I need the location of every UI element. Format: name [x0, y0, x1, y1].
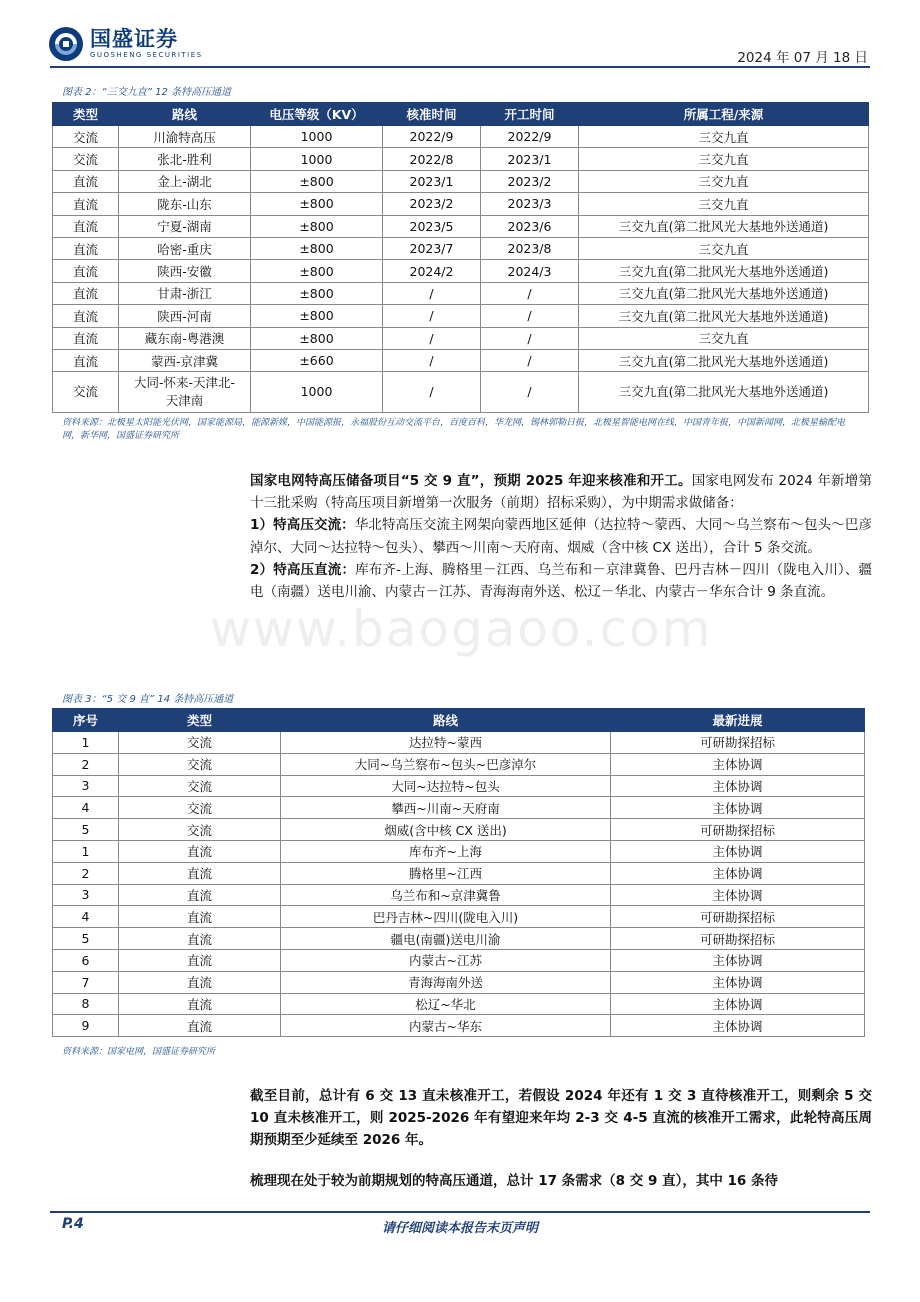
para1-item2-label: 2）特高压直流： — [250, 561, 356, 578]
table2-header-0: 类型 — [53, 103, 119, 126]
table2-cell: 直流 — [53, 170, 119, 192]
table3-cell: 直流 — [119, 840, 281, 862]
report-date: 2024 年 07 月 18 日 — [737, 50, 868, 66]
table3-cell: 直流 — [119, 928, 281, 950]
table-row — [53, 884, 865, 906]
table3-cell: 主体协调 — [611, 993, 865, 1015]
table3-cell: 交流 — [119, 753, 281, 775]
table2-cell: 2023/1 — [383, 170, 481, 192]
table3-cell: 主体协调 — [611, 884, 865, 906]
footer-disclaimer: 请仔细阅读本报告末页声明 — [381, 1221, 538, 1236]
table2-cell: ±800 — [251, 305, 383, 327]
table3-cell: 主体协调 — [611, 971, 865, 993]
table2-cell: 陇东-山东 — [119, 193, 251, 215]
table-row — [53, 327, 869, 349]
table2-cell: 2024/2 — [383, 260, 481, 282]
table3-cell: 4 — [53, 797, 119, 819]
table2-cell: ±800 — [251, 170, 383, 192]
table2-cell: 2022/9 — [481, 126, 579, 148]
table2-cell: / — [383, 305, 481, 327]
table3-cell: 交流 — [119, 819, 281, 841]
table3-cell: 大同~乌兰察布~包头~巴彦淖尔 — [281, 753, 611, 775]
table2-cell: 2023/2 — [481, 170, 579, 192]
table2-cell: 直流 — [53, 305, 119, 327]
table-row — [53, 753, 865, 775]
table2-cell: ±800 — [251, 215, 383, 237]
table2-cell: 宁夏-湖南 — [119, 215, 251, 237]
table-row — [53, 349, 869, 371]
table2-cell: 2023/5 — [383, 215, 481, 237]
table2-cell: 2023/6 — [481, 215, 579, 237]
table3-cell: 腾格里~江西 — [281, 862, 611, 884]
table2 — [52, 102, 869, 413]
table2-cell: 2022/8 — [383, 148, 481, 170]
table2-cell: 金上-湖北 — [119, 170, 251, 192]
table3-cell: 直流 — [119, 949, 281, 971]
table2-cell: / — [481, 282, 579, 304]
table3-cell: 7 — [53, 971, 119, 993]
table2-cell: ±800 — [251, 260, 383, 282]
table3-cell: 直流 — [119, 906, 281, 928]
table3-cell: 可研勘探招标 — [611, 928, 865, 950]
watermark: www.baogaoo.com — [210, 600, 713, 658]
table-row — [53, 949, 865, 971]
table2-cell: 交流 — [53, 372, 119, 413]
table2-cell: 三交九直 — [579, 193, 869, 215]
table2-cell: 陕西-河南 — [119, 305, 251, 327]
table2-cell: / — [481, 305, 579, 327]
table3-cell: 6 — [53, 949, 119, 971]
table2-header-2: 电压等级（KV） — [251, 103, 383, 126]
table2-cell: 三交九直(第二批风光大基地外送通道) — [579, 215, 869, 237]
table-row — [53, 193, 869, 215]
table2-cell: 三交九直 — [579, 148, 869, 170]
table3-cell: 可研勘探招标 — [611, 906, 865, 928]
table-row — [53, 819, 865, 841]
table3-header-0: 序号 — [53, 709, 119, 732]
table3-cell: 库布齐~上海 — [281, 840, 611, 862]
table-row — [53, 148, 869, 170]
table3-cell: 1 — [53, 840, 119, 862]
table2-cell: 张北-胜利 — [119, 148, 251, 170]
logo-name-cn: 国盛证券 — [90, 27, 178, 51]
table-row — [53, 862, 865, 884]
table3-cell: 交流 — [119, 775, 281, 797]
table2-cell: 三交九直 — [579, 170, 869, 192]
table-row — [53, 993, 865, 1015]
table2-cell: / — [481, 349, 579, 371]
table3-cell: 4 — [53, 906, 119, 928]
table2-cell: 直流 — [53, 349, 119, 371]
table2-cell: / — [383, 349, 481, 371]
table2-source: 资料来源：北极星太阳能光伏网，国家能源局，能源新媒，中国能源报，永福股份互动交流平台，百度百科，华龙网，锡林郭勒日报，北极星智能电网在线，中国青年报，中国新闻网，北极星输配电网，新华网，国盛证券研究所 — [62, 418, 846, 441]
table-row — [53, 928, 865, 950]
table3-cell: 5 — [53, 819, 119, 841]
table3-cell: 2 — [53, 753, 119, 775]
table-row — [53, 775, 865, 797]
table3-cell: 主体协调 — [611, 840, 865, 862]
table3-cell: 3 — [53, 884, 119, 906]
table-row — [53, 126, 869, 148]
table-row — [53, 797, 865, 819]
table2-cell: 2024/3 — [481, 260, 579, 282]
table2-cell: 2023/2 — [383, 193, 481, 215]
paragraph-summary: 梳理现在处于较为前期规划的特高压通道，总计 17 条需求（8 交 9 直），其中 16 条待 — [250, 1173, 779, 1189]
table2-cell: 川渝特高压 — [119, 126, 251, 148]
table2-cell: / — [481, 327, 579, 349]
table3-cell: 9 — [53, 1015, 119, 1037]
table2-cell: 直流 — [53, 215, 119, 237]
table-row — [53, 305, 869, 327]
table3-header-3: 最新进展 — [611, 709, 865, 732]
table3-cell: 8 — [53, 993, 119, 1015]
para1-item2-text: 库布齐-上海、腾格里－江西、乌兰布和－京津冀鲁、巴丹吉林－四川（陇电入川）、疆电（南疆）送电川渝、内蒙古－江苏、青海海南外送、松辽－华北、内蒙古－华东合计 9 条直流。 — [250, 561, 872, 601]
table2-caption: 图表 2：“三交九直” 12 条特高压通道 — [62, 87, 231, 98]
table2-cell: 1000 — [251, 126, 383, 148]
table3-cell: 可研勘探招标 — [611, 732, 865, 754]
para1-text: 国家电网发布 2024 年新增第十三批采购（特高压项目新增第一次服务（前期）招标采购），为中期需求做储备： — [250, 473, 872, 512]
table3-cell: 青海海南外送 — [281, 971, 611, 993]
table2-cell: ±800 — [251, 237, 383, 259]
table2-cell: 三交九直 — [579, 327, 869, 349]
table2-cell: 1000 — [251, 148, 383, 170]
table2-header-4: 开工时间 — [481, 103, 579, 126]
table-row — [53, 1015, 865, 1037]
company-logo — [48, 26, 203, 62]
table2-cell: 2023/3 — [481, 193, 579, 215]
table2-cell: / — [383, 282, 481, 304]
table-row — [53, 170, 869, 192]
table2-cell: 2023/7 — [383, 237, 481, 259]
paragraph-forecast: 截至目前，总计有 6 交 13 直未核准开工，若假设 2024 年还有 1 交 3 直待核准开工，则剩余 5 交 10 直未核准开工，则 2025-2026 年有望迎来年均 2-3 交 4-5 直流的核准开工需求，此轮特高压周期预期至少延续至 2026 年。 — [250, 1088, 872, 1149]
table3-cell: 烟威(含中核 CX 送出) — [281, 819, 611, 841]
table2-cell: 三交九直(第二批风光大基地外送通道) — [579, 372, 869, 413]
table3-cell: 直流 — [119, 862, 281, 884]
table3-cell: 攀西~川南~天府南 — [281, 797, 611, 819]
table3 — [52, 708, 865, 1037]
table2-cell: 三交九直(第二批风光大基地外送通道) — [579, 282, 869, 304]
para1-item1-label: 1）特高压交流： — [250, 517, 355, 534]
table3-cell: 疆电(南疆)送电川渝 — [281, 928, 611, 950]
table2-cell: / — [481, 372, 579, 413]
table3-cell: 松辽~华北 — [281, 993, 611, 1015]
table3-cell: 交流 — [119, 732, 281, 754]
table3-cell: 1 — [53, 732, 119, 754]
table2-header-1: 路线 — [119, 103, 251, 126]
table3-cell: 主体协调 — [611, 862, 865, 884]
table2-cell: 2023/8 — [481, 237, 579, 259]
table2-cell: 直流 — [53, 282, 119, 304]
paragraph-5ac9dc — [250, 470, 872, 603]
table-row — [53, 260, 869, 282]
table2-cell: 交流 — [53, 148, 119, 170]
table3-cell: 巴丹吉林~四川(陇电入川) — [281, 906, 611, 928]
table3-cell: 主体协调 — [611, 949, 865, 971]
table3-cell: 主体协调 — [611, 1015, 865, 1037]
table-row — [53, 282, 869, 304]
table3-cell: 内蒙古~江苏 — [281, 949, 611, 971]
table2-cell: 三交九直(第二批风光大基地外送通道) — [579, 349, 869, 371]
header-divider — [50, 66, 870, 68]
table2-cell: 甘肃-浙江 — [119, 282, 251, 304]
table2-cell: 三交九直(第二批风光大基地外送通道) — [579, 305, 869, 327]
para1-item1-text: 华北特高压交流主网架向蒙西地区延伸（达拉特～蒙西、大同～乌兰察布～包头～巴彦淖尔、大同～达拉特～包头）、攀西～川南～天府南、烟威（含中核 CX 送出），合计 5 条交流。 — [250, 517, 872, 556]
table3-cell: 直流 — [119, 884, 281, 906]
table3-source: 资料来源：国家电网，国盛证券研究所 — [62, 1047, 216, 1057]
table2-cell: 大同-怀来-天津北-天津南 — [119, 372, 251, 413]
table3-cell: 直流 — [119, 993, 281, 1015]
table3-cell: 5 — [53, 928, 119, 950]
table3-cell: 内蒙古~华东 — [281, 1015, 611, 1037]
table3-cell: 3 — [53, 775, 119, 797]
table2-cell: 蒙西-京津冀 — [119, 349, 251, 371]
table-row — [53, 215, 869, 237]
table3-cell: 达拉特~蒙西 — [281, 732, 611, 754]
table-row — [53, 971, 865, 993]
table3-cell: 直流 — [119, 971, 281, 993]
table2-cell: 1000 — [251, 372, 383, 413]
para1-lead: 国家电网特高压储备项目“5 交 9 直”，预期 2025 年迎来核准和开工。 — [250, 473, 692, 489]
table2-cell: 交流 — [53, 126, 119, 148]
table2-cell: 直流 — [53, 327, 119, 349]
table2-cell: 三交九直 — [579, 126, 869, 148]
table3-cell: 交流 — [119, 797, 281, 819]
table3-caption: 图表 3：“5 交 9 直” 14 条特高压通道 — [62, 694, 234, 705]
table2-cell: / — [383, 327, 481, 349]
table2-cell: 陕西-安徽 — [119, 260, 251, 282]
table2-cell: 直流 — [53, 237, 119, 259]
table3-cell: 可研勘探招标 — [611, 819, 865, 841]
table2-cell: 三交九直(第二批风光大基地外送通道) — [579, 260, 869, 282]
table-row — [53, 906, 865, 928]
table3-cell: 主体协调 — [611, 775, 865, 797]
page-number: P.4 — [62, 1216, 84, 1232]
table2-cell: 直流 — [53, 193, 119, 215]
guosheng-logo-icon — [48, 26, 84, 62]
table2-header-3: 核准时间 — [383, 103, 481, 126]
table2-cell: ±800 — [251, 327, 383, 349]
table2-cell: 2023/1 — [481, 148, 579, 170]
table3-cell: 主体协调 — [611, 797, 865, 819]
table2-cell: 2022/9 — [383, 126, 481, 148]
logo-name-en: GUOSHENG SECURITIES — [90, 51, 203, 59]
table-row — [53, 372, 869, 413]
table2-cell: ±800 — [251, 282, 383, 304]
table2-cell: 哈密-重庆 — [119, 237, 251, 259]
table-row — [53, 237, 869, 259]
table3-header-2: 路线 — [281, 709, 611, 732]
table2-cell: 直流 — [53, 260, 119, 282]
table2-cell: ±800 — [251, 193, 383, 215]
table-row — [53, 840, 865, 862]
table3-cell: 直流 — [119, 1015, 281, 1037]
table3-cell: 大同~达拉特~包头 — [281, 775, 611, 797]
table3-cell: 主体协调 — [611, 753, 865, 775]
table3-header-1: 类型 — [119, 709, 281, 732]
table3-cell: 2 — [53, 862, 119, 884]
table2-cell: 三交九直 — [579, 237, 869, 259]
table2-cell: / — [383, 372, 481, 413]
table2-cell: ±660 — [251, 349, 383, 371]
table2-cell: 藏东南-粤港澳 — [119, 327, 251, 349]
table3-cell: 乌兰布和~京津冀鲁 — [281, 884, 611, 906]
footer-divider — [50, 1211, 870, 1213]
table2-header-5: 所属工程/来源 — [579, 103, 869, 126]
table-row — [53, 732, 865, 754]
